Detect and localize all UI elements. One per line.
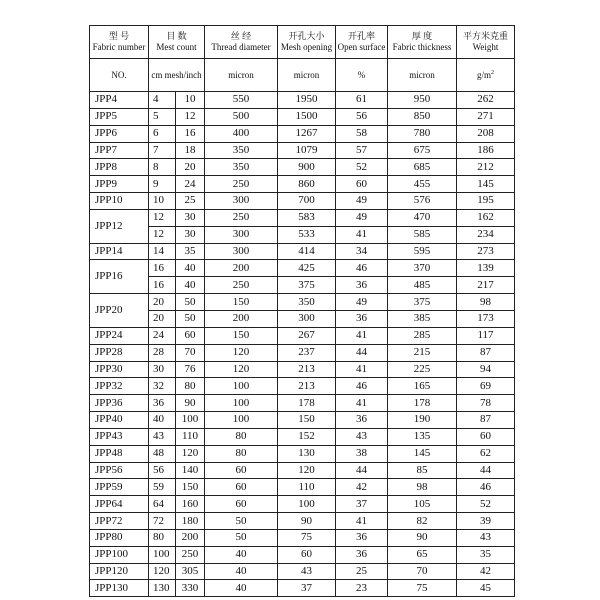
cell-mesh-opening: 37 [278, 580, 336, 597]
cell-model: JPP6 [90, 125, 149, 142]
cell-fabric-thickness: 90 [388, 529, 457, 546]
cell-open-surface: 58 [336, 125, 388, 142]
cell-model: JPP100 [90, 546, 149, 563]
cell-fabric-thickness: 105 [388, 496, 457, 513]
unit-thread: micron [205, 59, 278, 92]
cell-thread-diameter: 120 [205, 361, 278, 378]
cell-model: JPP24 [90, 327, 149, 344]
header-weight: 平方米克重 Weight [457, 26, 515, 59]
header-mesh-opening: 开孔大小 Mesh opening [278, 26, 336, 59]
table-row [90, 226, 515, 243]
cell-fabric-thickness: 82 [388, 513, 457, 530]
cell-mesh-cm: 14 [149, 243, 176, 260]
cell-thread-diameter: 200 [205, 310, 278, 327]
cell-open-surface: 41 [336, 327, 388, 344]
cell-weight: 69 [457, 378, 515, 395]
cell-weight: 43 [457, 529, 515, 546]
cell-mesh-inch: 16 [176, 125, 205, 142]
cell-mesh-inch: 90 [176, 395, 205, 412]
cell-mesh-cm: 43 [149, 428, 176, 445]
cell-weight: 208 [457, 125, 515, 142]
cell-mesh-opening: 237 [278, 344, 336, 361]
mesh-spec-table [89, 25, 515, 597]
cell-fabric-thickness: 70 [388, 563, 457, 580]
cell-thread-diameter: 150 [205, 294, 278, 311]
cell-model: JPP36 [90, 395, 149, 412]
table-row [90, 412, 515, 429]
cell-mesh-inch: 330 [176, 580, 205, 597]
cell-thread-diameter: 40 [205, 546, 278, 563]
cell-mesh-inch: 24 [176, 176, 205, 193]
cell-thread-diameter: 60 [205, 462, 278, 479]
cell-mesh-cm: 100 [149, 546, 176, 563]
cell-thread-diameter: 120 [205, 344, 278, 361]
cell-fabric-thickness: 685 [388, 159, 457, 176]
cell-model: JPP64 [90, 496, 149, 513]
cell-mesh-cm: 32 [149, 378, 176, 395]
cell-open-surface: 57 [336, 142, 388, 159]
header-fabric-thickness: 厚 度 Fabric thickness [388, 26, 457, 59]
cell-model: JPP48 [90, 445, 149, 462]
unit-weight: $g/m^2$ [457, 59, 515, 92]
cell-weight: 60 [457, 428, 515, 445]
cell-mesh-cm: 56 [149, 462, 176, 479]
cell-weight: 87 [457, 412, 515, 429]
header-row [90, 26, 515, 59]
units-row [90, 59, 515, 92]
cell-mesh-cm: 48 [149, 445, 176, 462]
cell-open-surface: 44 [336, 344, 388, 361]
cell-mesh-opening: 213 [278, 378, 336, 395]
cell-weight: 145 [457, 176, 515, 193]
header-model: 型 号 Fabric number [90, 26, 149, 59]
cell-fabric-thickness: 145 [388, 445, 457, 462]
cell-weight: 271 [457, 108, 515, 125]
cell-mesh-opening: 43 [278, 563, 336, 580]
cell-fabric-thickness: 375 [388, 294, 457, 311]
cell-open-surface: 42 [336, 479, 388, 496]
cell-weight: 94 [457, 361, 515, 378]
cell-fabric-thickness: 190 [388, 412, 457, 429]
cell-mesh-opening: 1267 [278, 125, 336, 142]
cell-fabric-thickness: 780 [388, 125, 457, 142]
cell-mesh-opening: 150 [278, 412, 336, 429]
cell-mesh-cm: 28 [149, 344, 176, 361]
table-row [90, 479, 515, 496]
cell-weight: 44 [457, 462, 515, 479]
cell-weight: 42 [457, 563, 515, 580]
cell-weight: 173 [457, 310, 515, 327]
table-row [90, 92, 515, 109]
cell-thread-diameter: 100 [205, 378, 278, 395]
cell-model: JPP9 [90, 176, 149, 193]
cell-mesh-inch: 10 [176, 92, 205, 109]
cell-weight: 46 [457, 479, 515, 496]
cell-thread-diameter: 300 [205, 226, 278, 243]
cell-open-surface: 38 [336, 445, 388, 462]
cell-thread-diameter: 500 [205, 108, 278, 125]
cell-weight: 186 [457, 142, 515, 159]
cell-thread-diameter: 100 [205, 395, 278, 412]
cell-mesh-opening: 533 [278, 226, 336, 243]
cell-open-surface: 46 [336, 260, 388, 277]
cell-open-surface: 36 [336, 277, 388, 294]
cell-mesh-opening: 60 [278, 546, 336, 563]
table-row [90, 277, 515, 294]
cell-mesh-opening: 1950 [278, 92, 336, 109]
cell-mesh-cm: 40 [149, 412, 176, 429]
cell-model: JPP20 [90, 294, 149, 328]
unit-thickness: micron [388, 59, 457, 92]
table-row [90, 176, 515, 193]
cell-mesh-opening: 100 [278, 496, 336, 513]
cell-open-surface: 61 [336, 92, 388, 109]
cell-mesh-inch: 305 [176, 563, 205, 580]
table-row [90, 580, 515, 597]
cell-model: JPP72 [90, 513, 149, 530]
cell-thread-diameter: 400 [205, 125, 278, 142]
cell-thread-diameter: 100 [205, 412, 278, 429]
cell-fabric-thickness: 576 [388, 193, 457, 210]
cell-open-surface: 43 [336, 428, 388, 445]
cell-mesh-cm: 72 [149, 513, 176, 530]
cell-fabric-thickness: 850 [388, 108, 457, 125]
cell-mesh-cm: 30 [149, 361, 176, 378]
table-row [90, 546, 515, 563]
cell-mesh-inch: 18 [176, 142, 205, 159]
cell-mesh-opening: 700 [278, 193, 336, 210]
unit-opening: micron [278, 59, 336, 92]
cell-fabric-thickness: 75 [388, 580, 457, 597]
cell-open-surface: 56 [336, 108, 388, 125]
cell-fabric-thickness: 485 [388, 277, 457, 294]
cell-mesh-cm: 59 [149, 479, 176, 496]
cell-model: JPP16 [90, 260, 149, 294]
header-mesh-count: 目 数 Mest count [149, 26, 205, 59]
cell-mesh-inch: 30 [176, 226, 205, 243]
cell-fabric-thickness: 285 [388, 327, 457, 344]
cell-mesh-opening: 583 [278, 209, 336, 226]
cell-open-surface: 36 [336, 412, 388, 429]
cell-thread-diameter: 550 [205, 92, 278, 109]
table-body [90, 26, 515, 597]
table-row [90, 445, 515, 462]
cell-weight: 87 [457, 344, 515, 361]
table-row [90, 209, 515, 226]
cell-open-surface: 41 [336, 395, 388, 412]
cell-model: JPP12 [90, 209, 149, 243]
cell-mesh-cm: 20 [149, 310, 176, 327]
cell-model: JPP30 [90, 361, 149, 378]
cell-fabric-thickness: 675 [388, 142, 457, 159]
table-row [90, 193, 515, 210]
cell-mesh-inch: 12 [176, 108, 205, 125]
table-row [90, 513, 515, 530]
cell-weight: 62 [457, 445, 515, 462]
cell-model: JPP7 [90, 142, 149, 159]
cell-mesh-inch: 110 [176, 428, 205, 445]
cell-mesh-opening: 350 [278, 294, 336, 311]
cell-model: JPP130 [90, 580, 149, 597]
table-row [90, 108, 515, 125]
cell-mesh-opening: 75 [278, 529, 336, 546]
cell-fabric-thickness: 470 [388, 209, 457, 226]
cell-mesh-cm: 8 [149, 159, 176, 176]
cell-mesh-cm: 7 [149, 142, 176, 159]
cell-model: JPP32 [90, 378, 149, 395]
cell-thread-diameter: 200 [205, 260, 278, 277]
cell-model: JPP28 [90, 344, 149, 361]
cell-mesh-inch: 20 [176, 159, 205, 176]
cell-thread-diameter: 50 [205, 529, 278, 546]
cell-model: JPP14 [90, 243, 149, 260]
cell-open-surface: 41 [336, 226, 388, 243]
cell-open-surface: 46 [336, 378, 388, 395]
header-open-surface: 开孔率 Open surface [336, 26, 388, 59]
cell-mesh-opening: 178 [278, 395, 336, 412]
cell-fabric-thickness: 65 [388, 546, 457, 563]
cell-fabric-thickness: 135 [388, 428, 457, 445]
cell-mesh-inch: 200 [176, 529, 205, 546]
cell-mesh-inch: 70 [176, 344, 205, 361]
cell-mesh-cm: 12 [149, 226, 176, 243]
cell-open-surface: 23 [336, 580, 388, 597]
cell-thread-diameter: 350 [205, 142, 278, 159]
cell-mesh-opening: 1500 [278, 108, 336, 125]
cell-mesh-opening: 90 [278, 513, 336, 530]
cell-mesh-cm: 20 [149, 294, 176, 311]
cell-fabric-thickness: 225 [388, 361, 457, 378]
cell-mesh-inch: 25 [176, 193, 205, 210]
table-row [90, 260, 515, 277]
cell-mesh-cm: 12 [149, 209, 176, 226]
cell-thread-diameter: 80 [205, 428, 278, 445]
cell-fabric-thickness: 370 [388, 260, 457, 277]
cell-weight: 217 [457, 277, 515, 294]
cell-mesh-inch: 40 [176, 260, 205, 277]
cell-weight: 35 [457, 546, 515, 563]
cell-mesh-cm: 64 [149, 496, 176, 513]
cell-model: JPP10 [90, 193, 149, 210]
cell-mesh-opening: 414 [278, 243, 336, 260]
cell-mesh-opening: 900 [278, 159, 336, 176]
cell-mesh-inch: 140 [176, 462, 205, 479]
cell-mesh-inch: 80 [176, 378, 205, 395]
header-thread-diameter: 丝 经 Thread diameter [205, 26, 278, 59]
cell-weight: 39 [457, 513, 515, 530]
cell-mesh-cm: 16 [149, 260, 176, 277]
table-row [90, 529, 515, 546]
cell-fabric-thickness: 455 [388, 176, 457, 193]
cell-thread-diameter: 60 [205, 479, 278, 496]
cell-weight: 139 [457, 260, 515, 277]
cell-mesh-opening: 425 [278, 260, 336, 277]
cell-model: JPP4 [90, 92, 149, 109]
cell-fabric-thickness: 585 [388, 226, 457, 243]
cell-mesh-cm: 10 [149, 193, 176, 210]
cell-mesh-inch: 76 [176, 361, 205, 378]
cell-model: JPP43 [90, 428, 149, 445]
cell-mesh-opening: 130 [278, 445, 336, 462]
cell-mesh-inch: 40 [176, 277, 205, 294]
cell-open-surface: 41 [336, 513, 388, 530]
cell-mesh-cm: 80 [149, 529, 176, 546]
spec-sheet [89, 25, 514, 597]
table-row [90, 125, 515, 142]
cell-mesh-cm: 5 [149, 108, 176, 125]
cell-mesh-cm: 130 [149, 580, 176, 597]
cell-model: JPP120 [90, 563, 149, 580]
unit-open-surface: % [336, 59, 388, 92]
cell-mesh-inch: 100 [176, 412, 205, 429]
table-row [90, 327, 515, 344]
cell-mesh-opening: 300 [278, 310, 336, 327]
cell-mesh-cm: 120 [149, 563, 176, 580]
cell-open-surface: 49 [336, 209, 388, 226]
cell-open-surface: 49 [336, 294, 388, 311]
cell-fabric-thickness: 85 [388, 462, 457, 479]
cell-open-surface: 44 [336, 462, 388, 479]
cell-model: JPP5 [90, 108, 149, 125]
cell-weight: 195 [457, 193, 515, 210]
cell-thread-diameter: 250 [205, 277, 278, 294]
table-row [90, 361, 515, 378]
table-row [90, 496, 515, 513]
cell-open-surface: 60 [336, 176, 388, 193]
cell-mesh-inch: 120 [176, 445, 205, 462]
cell-open-surface: 52 [336, 159, 388, 176]
cell-mesh-cm: 36 [149, 395, 176, 412]
cell-thread-diameter: 250 [205, 176, 278, 193]
cell-mesh-opening: 120 [278, 462, 336, 479]
cell-open-surface: 36 [336, 529, 388, 546]
cell-mesh-opening: 213 [278, 361, 336, 378]
cell-mesh-inch: 150 [176, 479, 205, 496]
cell-weight: 234 [457, 226, 515, 243]
cell-fabric-thickness: 215 [388, 344, 457, 361]
cell-fabric-thickness: 950 [388, 92, 457, 109]
cell-mesh-inch: 50 [176, 310, 205, 327]
cell-mesh-inch: 180 [176, 513, 205, 530]
cell-thread-diameter: 80 [205, 445, 278, 462]
cell-open-surface: 25 [336, 563, 388, 580]
cell-thread-diameter: 150 [205, 327, 278, 344]
cell-model: JPP56 [90, 462, 149, 479]
cell-weight: 117 [457, 327, 515, 344]
cell-fabric-thickness: 385 [388, 310, 457, 327]
table-row [90, 243, 515, 260]
cell-open-surface: 37 [336, 496, 388, 513]
table-row [90, 310, 515, 327]
unit-mesh: cm mesh/inch [149, 59, 205, 92]
cell-mesh-opening: 267 [278, 327, 336, 344]
cell-mesh-opening: 375 [278, 277, 336, 294]
unit-model: NO. [90, 59, 149, 92]
cell-open-surface: 34 [336, 243, 388, 260]
cell-weight: 262 [457, 92, 515, 109]
cell-weight: 45 [457, 580, 515, 597]
table-row [90, 344, 515, 361]
cell-thread-diameter: 300 [205, 193, 278, 210]
table-row [90, 563, 515, 580]
table-row [90, 294, 515, 311]
table-row [90, 428, 515, 445]
cell-fabric-thickness: 98 [388, 479, 457, 496]
cell-thread-diameter: 50 [205, 513, 278, 530]
table-row [90, 462, 515, 479]
table-row [90, 142, 515, 159]
cell-fabric-thickness: 165 [388, 378, 457, 395]
cell-open-surface: 36 [336, 546, 388, 563]
table-row [90, 378, 515, 395]
cell-mesh-cm: 6 [149, 125, 176, 142]
cell-mesh-cm: 4 [149, 92, 176, 109]
cell-mesh-cm: 16 [149, 277, 176, 294]
cell-mesh-opening: 110 [278, 479, 336, 496]
cell-weight: 273 [457, 243, 515, 260]
cell-mesh-cm: 9 [149, 176, 176, 193]
cell-thread-diameter: 60 [205, 496, 278, 513]
cell-open-surface: 49 [336, 193, 388, 210]
cell-mesh-inch: 35 [176, 243, 205, 260]
cell-open-surface: 41 [336, 361, 388, 378]
cell-thread-diameter: 40 [205, 580, 278, 597]
cell-model: JPP59 [90, 479, 149, 496]
cell-mesh-inch: 50 [176, 294, 205, 311]
cell-weight: 52 [457, 496, 515, 513]
cell-weight: 98 [457, 294, 515, 311]
cell-model: JPP8 [90, 159, 149, 176]
cell-weight: 78 [457, 395, 515, 412]
cell-mesh-opening: 860 [278, 176, 336, 193]
cell-thread-diameter: 250 [205, 209, 278, 226]
cell-model: JPP40 [90, 412, 149, 429]
cell-fabric-thickness: 595 [388, 243, 457, 260]
table-row [90, 395, 515, 412]
cell-open-surface: 36 [336, 310, 388, 327]
cell-mesh-inch: 30 [176, 209, 205, 226]
cell-mesh-inch: 60 [176, 327, 205, 344]
cell-model: JPP80 [90, 529, 149, 546]
cell-mesh-inch: 250 [176, 546, 205, 563]
cell-thread-diameter: 40 [205, 563, 278, 580]
cell-mesh-inch: 160 [176, 496, 205, 513]
cell-thread-diameter: 300 [205, 243, 278, 260]
cell-thread-diameter: 350 [205, 159, 278, 176]
cell-weight: 212 [457, 159, 515, 176]
cell-fabric-thickness: 178 [388, 395, 457, 412]
cell-mesh-cm: 24 [149, 327, 176, 344]
cell-weight: 162 [457, 209, 515, 226]
table-row [90, 159, 515, 176]
cell-mesh-opening: 152 [278, 428, 336, 445]
cell-mesh-opening: 1079 [278, 142, 336, 159]
